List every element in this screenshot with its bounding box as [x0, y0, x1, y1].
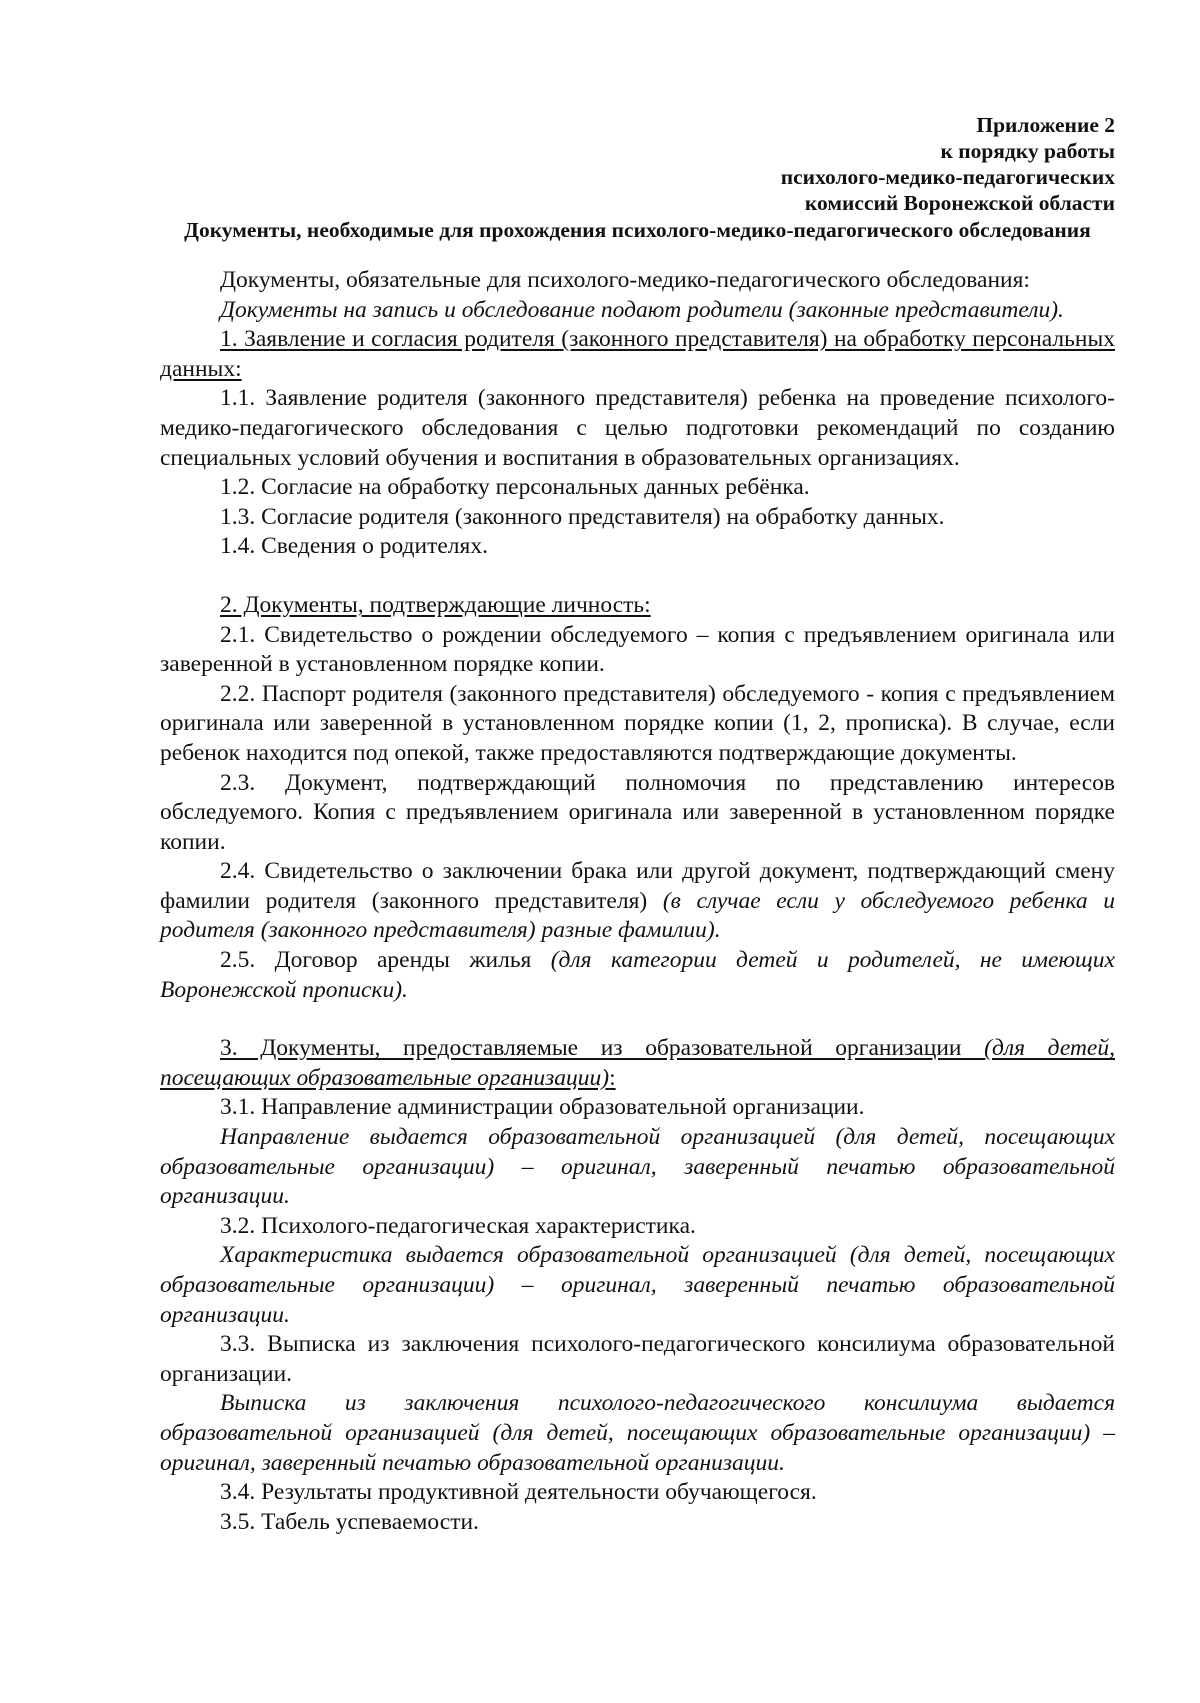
item-2-5 — [160, 946, 1115, 1005]
item-3-2: 3.2. Психолого-педагогическая характеристика. — [220, 1212, 696, 1239]
document-page — [160, 112, 1115, 1537]
section-2-heading-text: 2. Документы, подтверждающие личность: — [220, 591, 651, 618]
appendix-line-2: к порядку работы — [940, 139, 1115, 163]
item-2-5-note: (для категории детей и родителей, не имеющих Воронежской прописки). — [160, 947, 1115, 1003]
section-1-heading-text: 1. Заявление и согласия родителя (законного представителя) на обработку персональных данных: — [160, 326, 1115, 382]
item-2-2: 2.2. Паспорт родителя (законного представителя) обследуемого - копия с предъявлением оригинала или заверенной в установленном порядке копии (1, 2, прописка). В случае, если ребенок находится под опекой, также предоставляются подтверждающие документы. — [160, 680, 1115, 766]
item-2-5-text: 2.5. Договор аренды жилья — [220, 947, 551, 974]
intro-mandatory: Документы, обязательные для психолого-медико-педагогического обследования: — [220, 267, 1030, 293]
item-2-4 — [160, 857, 1115, 946]
item-3-4: 3.4. Результаты продуктивной деятельности обучающегося. — [220, 1479, 817, 1506]
item-2-4-text: 2.4. Свидетельство о заключении брака или другой документ, подтверждающий смену фамилии родителя (законного представителя) — [160, 858, 1115, 914]
intro-submitted-by: Документы на запись и обследование подают родители (законные представители). — [220, 296, 1064, 323]
appendix-line-4: комиссий Воронежской области — [804, 191, 1115, 215]
section-gap — [160, 562, 1115, 591]
section-3-heading-note: (для детей, посещающих образовательные организации) — [160, 1035, 1115, 1091]
item-3-1: 3.1. Направление администрации образовательной организации. — [220, 1094, 865, 1121]
item-2-3: 2.3. Документ, подтверждающий полномочия по представлению интересов обследуемого. Копия с предъявлением оригинала или заверенной в установленном порядке копии. — [160, 769, 1115, 855]
document-title: Документы, необходимые для прохождения психолого-медико-педагогического обследования — [184, 218, 1091, 242]
item-1-1: 1.1. Заявление родителя (законного представителя) ребенка на проведение психолого-медико-педагогического обследования с целью подготовки рекомендаций по созданию специальных условий обучения и воспитания в образовательных организациях. — [160, 385, 1115, 471]
item-3-1-note: Направление выдается образовательной организацией (для детей, посещающих образовательные организации) – оригинал, заверенный печатью образовательной организации. — [160, 1124, 1115, 1210]
item-3-5: 3.5. Табель успеваемости. — [220, 1508, 479, 1535]
section-3-heading — [160, 1034, 1115, 1093]
item-2-4-note: (в случае если у обследуемого ребенка и родителя (законного представителя) разные фамилии). — [160, 887, 1115, 944]
item-1-3: 1.3. Согласие родителя (законного представителя) на обработку данных. — [220, 503, 945, 530]
item-3-3: 3.3. Выписка из заключения психолого-педагогического консилиума образовательной организации. — [160, 1331, 1115, 1387]
document-body — [160, 266, 1115, 1537]
section-1-heading — [160, 325, 1115, 384]
appendix-line-3: психолого-медико-педагогических — [780, 165, 1115, 189]
section-2-heading — [160, 591, 1115, 621]
appendix-line-1: Приложение 2 — [976, 113, 1115, 137]
section-gap — [160, 1005, 1115, 1034]
item-1-2: 1.2. Согласие на обработку персональных данных ребёнка. — [220, 474, 810, 501]
item-1-4: 1.4. Сведения о родителях. — [220, 533, 488, 560]
section-3-heading-text: 3. Документы, предоставляемые из образовательной организации — [220, 1035, 985, 1062]
appendix-header — [160, 112, 1115, 216]
item-3-2-note: Характеристика выдается образовательной организацией (для детей, посещающих образовательные организации) – оригинал, заверенный печатью образовательной организации. — [160, 1242, 1115, 1328]
item-2-1: 2.1. Свидетельство о рождении обследуемого – копия с предъявлением оригинала или заверенной в установленном порядке копии. — [160, 621, 1115, 678]
section-3-heading-colon: : — [609, 1064, 616, 1091]
item-3-3-note: Выписка из заключения психолого-педагогического консилиума выдается образовательной организацией (для детей, посещающих образовательные организации) – оригинал, заверенный печатью образовательной организации. — [160, 1390, 1115, 1476]
